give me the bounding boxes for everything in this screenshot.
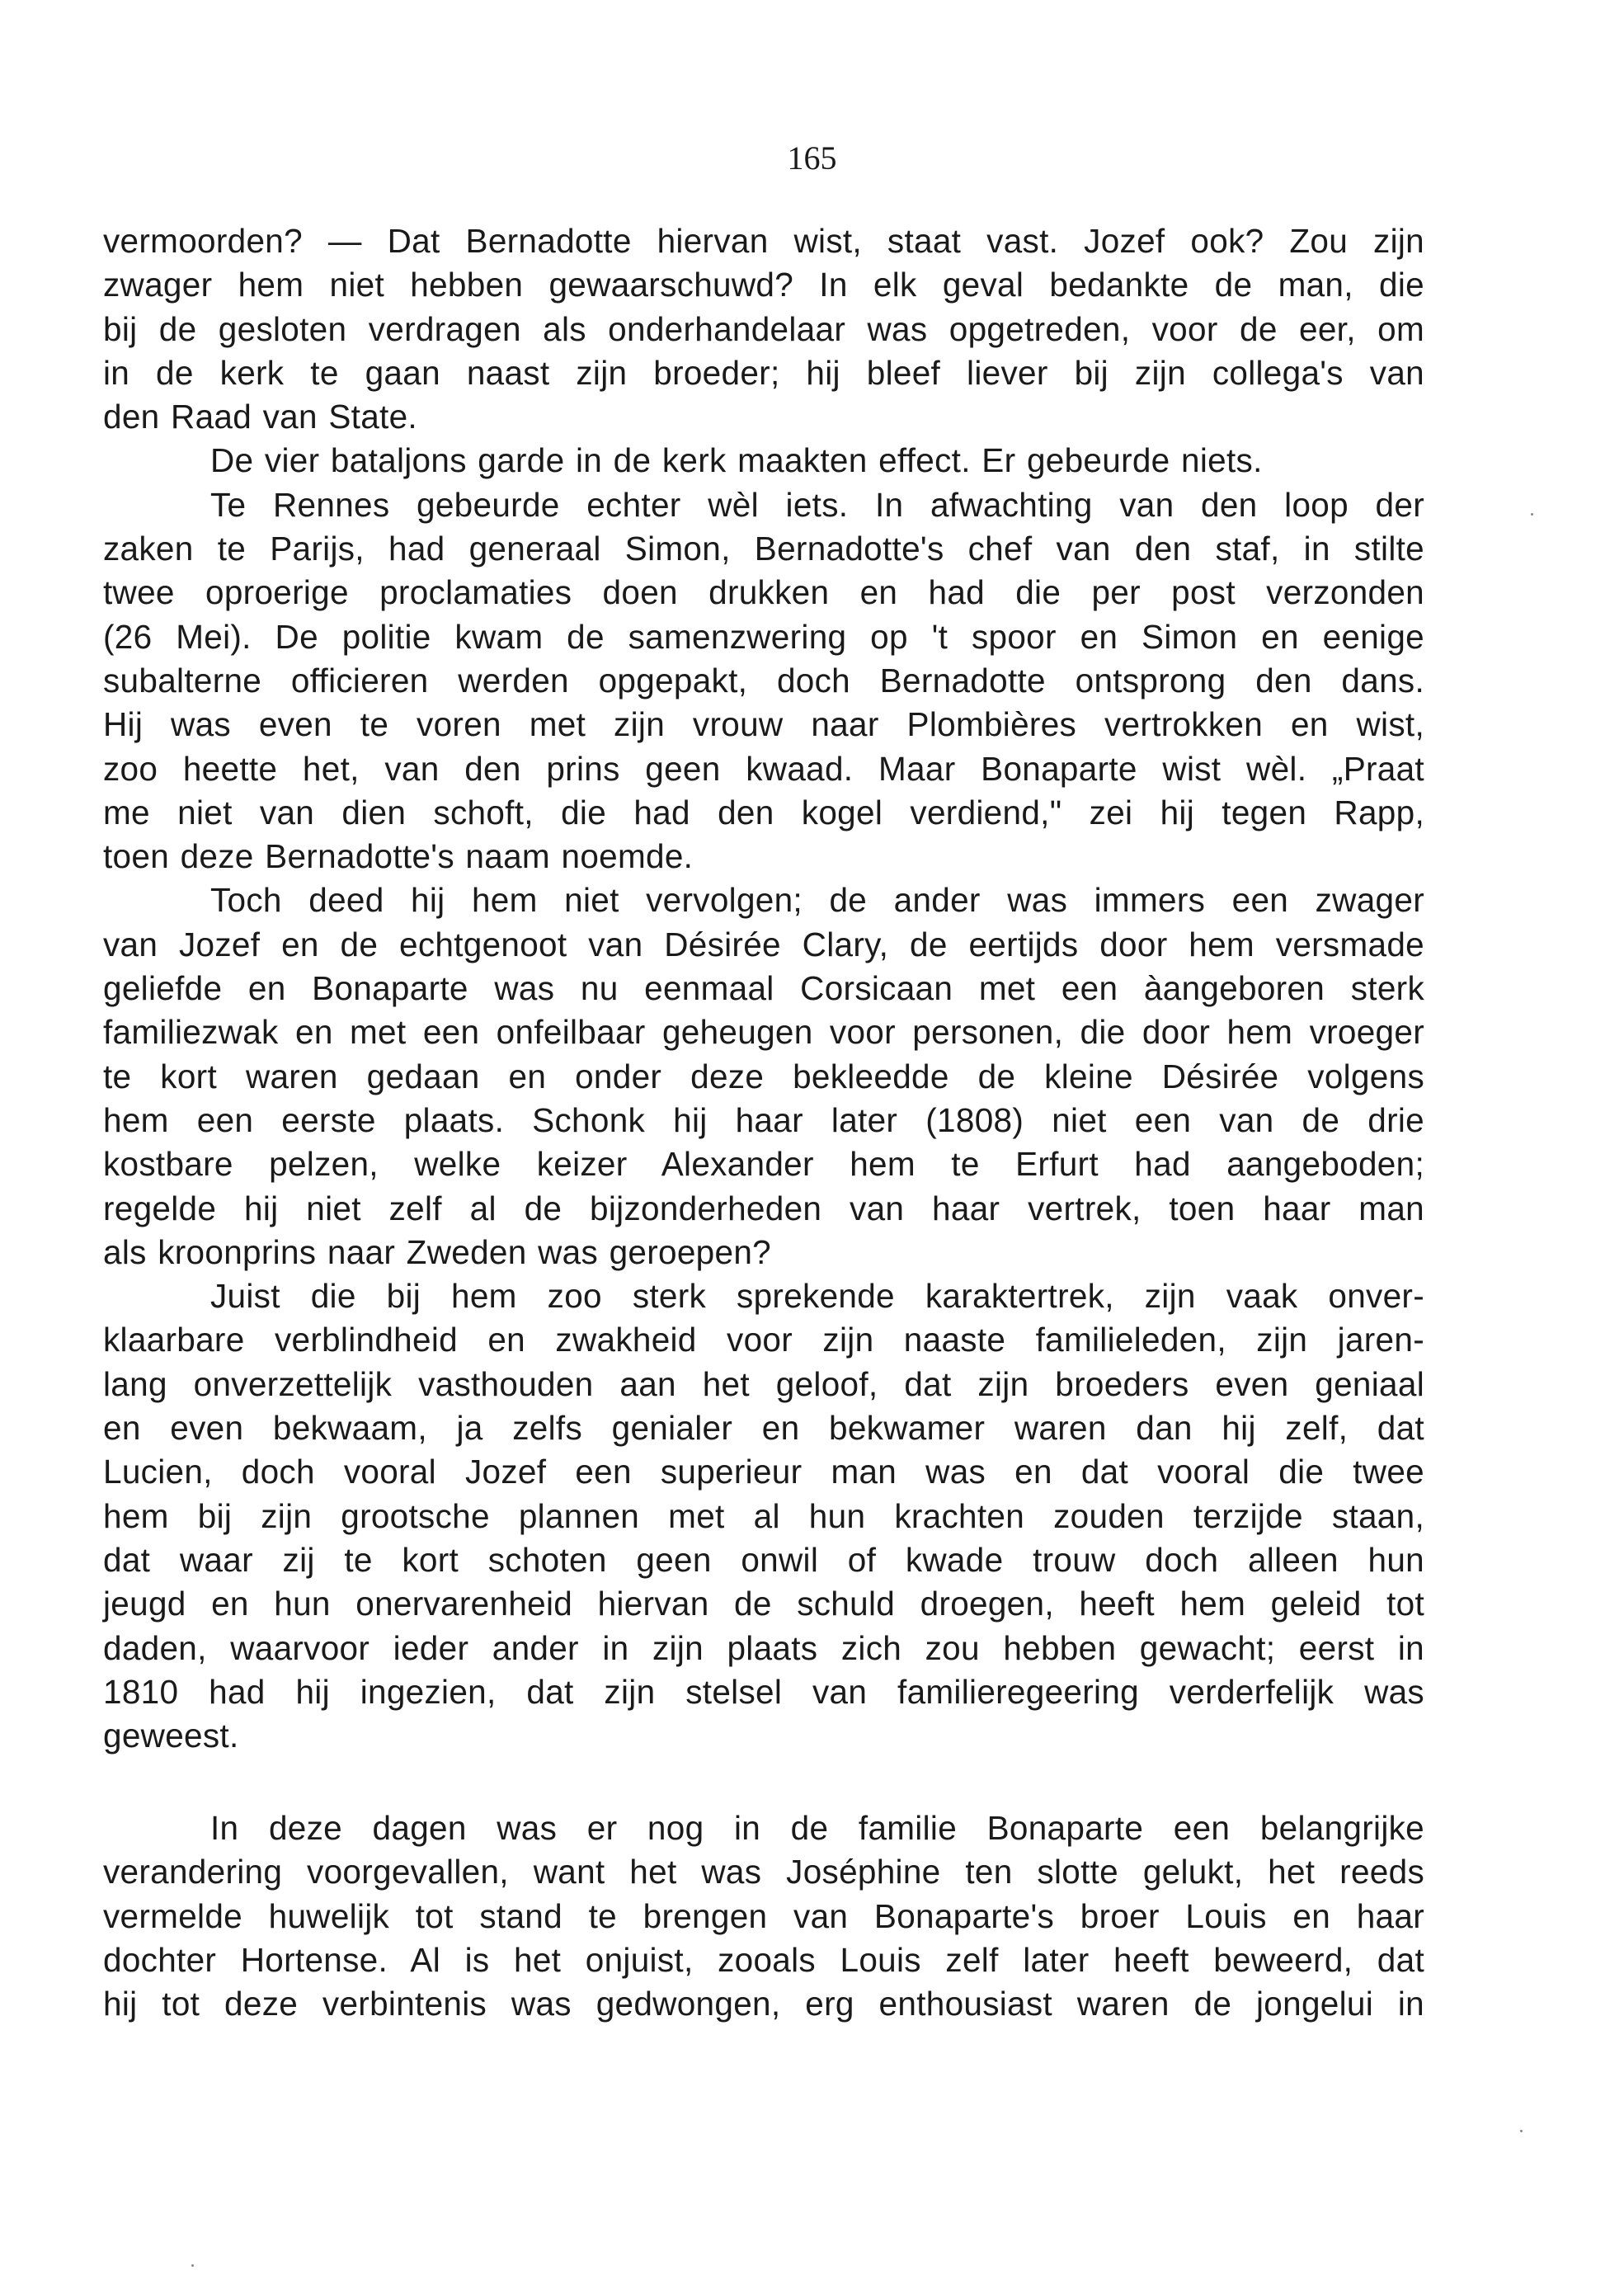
text-line: lang onverzettelijk vasthouden aan het geloof, dat zijn broeders even geniaal (103, 1364, 1424, 1403)
text-line: zwager hem niet hebben gewaarschuwd? In elk geval bedankte de man, die (103, 266, 1424, 304)
text-line: jeugd en hun onervarenheid hiervan de schuld droegen, heeft hem geleid tot (103, 1585, 1424, 1623)
text-line: De vier bataljons garde in de kerk maakten effect. Er gebeurde niets. (210, 441, 1263, 480)
page-number: 165 (787, 139, 837, 177)
text-line: zaken te Parijs, had generaal Simon, Bernadotte's chef van den staf, in stilte (103, 530, 1424, 568)
scan-speck (191, 2264, 194, 2267)
text-line: in de kerk te gaan naast zijn broeder; hij bleef liever bij zijn collega's van (103, 353, 1424, 392)
text-line: twee oproerige proclamaties doen drukken en had die per post verzonden (103, 573, 1424, 612)
text-line: geliefde en Bonaparte was nu eenmaal Corsicaan met een àangeboren sterk (103, 969, 1424, 1008)
text-line: verandering voorgevallen, want het was Joséphine ten slotte gelukt, het reeds (103, 1853, 1424, 1891)
text-line: kostbare pelzen, welke keizer Alexander hem te Erfurt had aangeboden; (103, 1145, 1424, 1184)
text-line: In deze dagen was er nog in de familie Bonaparte een belangrijke (210, 1809, 1424, 1847)
text-line: subalterne officieren werden opgepakt, doch Bernadotte ontsprong den dans. (103, 661, 1424, 699)
text-line: vermelde huwelijk tot stand te brengen van Bonaparte's broer Louis en haar (103, 1896, 1424, 1935)
text-line: Juist die bij hem zoo sterk sprekende karaktertrek, zijn vaak onver- (210, 1277, 1424, 1316)
text-line: geweest. (103, 1717, 239, 1755)
text-line: Te Rennes gebeurde echter wèl iets. In afwachting van den loop der (210, 485, 1424, 524)
text-line: hij tot deze verbintenis was gedwongen, erg enthousiast waren de jongelui in (103, 1985, 1424, 2023)
text-line: familiezwak en met een onfeilbaar geheugen voor personen, die door hem vroeger (103, 1013, 1424, 1052)
body-text-section-1 (103, 219, 1424, 1758)
text-line: bij de gesloten verdragen als onderhandelaar was opgetreden, voor de eer, om (103, 309, 1424, 348)
text-line: me niet van dien schoft, die had den kogel verdiend," zei hij tegen Rapp, (103, 793, 1424, 831)
text-line: hem bij zijn grootsche plannen met al hun krachten zouden terzijde staan, (103, 1496, 1424, 1535)
scan-speck (1520, 2130, 1523, 2132)
text-line: vermoorden? — Dat Bernadotte hiervan wist, staat vast. Jozef ook? Zou zijn (103, 222, 1424, 260)
text-line: dat waar zij te kort schoten geen onwil of kwade trouw doch alleen hun (103, 1540, 1424, 1579)
text-line: hem een eerste plaats. Schonk hij haar later (1808) niet een van de drie (103, 1100, 1424, 1139)
text-line: 1810 had hij ingezien, dat zijn stelsel van familieregeering verderfelijk was (103, 1672, 1424, 1711)
text-line: zoo heette het, van den prins geen kwaad. Maar Bonaparte wist wèl. „Praat (103, 749, 1424, 788)
text-line: Lucien, doch vooral Jozef een superieur man was en dat vooral die twee (103, 1453, 1424, 1491)
text-line: regelde hij niet zelf al de bijzonderheden van haar vertrek, toen haar man (103, 1189, 1424, 1227)
text-line: als kroonprins naar Zweden was geroepen? (103, 1232, 771, 1271)
text-line: dochter Hortense. Al is het onjuist, zooals Louis zelf later heeft beweerd, dat (103, 1940, 1424, 1979)
text-line: den Raad van State. (103, 398, 417, 436)
text-line: en even bekwaam, ja zelfs genialer en bekwamer waren dan hij zelf, dat (103, 1409, 1424, 1448)
body-text-section-2 (103, 1806, 1424, 2026)
text-line: (26 Mei). De politie kwam de samenzwering op 't spoor en Simon en eenige (103, 617, 1424, 656)
scan-speck (1531, 513, 1533, 516)
text-line: te kort waren gedaan en onder deze bekleedde de kleine Désirée volgens (103, 1057, 1424, 1095)
text-line: klaarbare verblindheid en zwakheid voor zijn naaste familieleden, zijn jaren- (103, 1321, 1424, 1359)
text-line: toen deze Bernadotte's naam noemde. (103, 837, 694, 876)
text-line: Toch deed hij hem niet vervolgen; de ander was immers een zwager (210, 881, 1424, 920)
text-line: Hij was even te voren met zijn vrouw naar Plombières vertrokken en wist, (103, 705, 1424, 744)
text-line: daden, waarvoor ieder ander in zijn plaats zich zou hebben gewacht; eerst in (103, 1628, 1424, 1667)
text-line: van Jozef en de echtgenoot van Désirée Clary, de eertijds door hem versmade (103, 925, 1424, 963)
